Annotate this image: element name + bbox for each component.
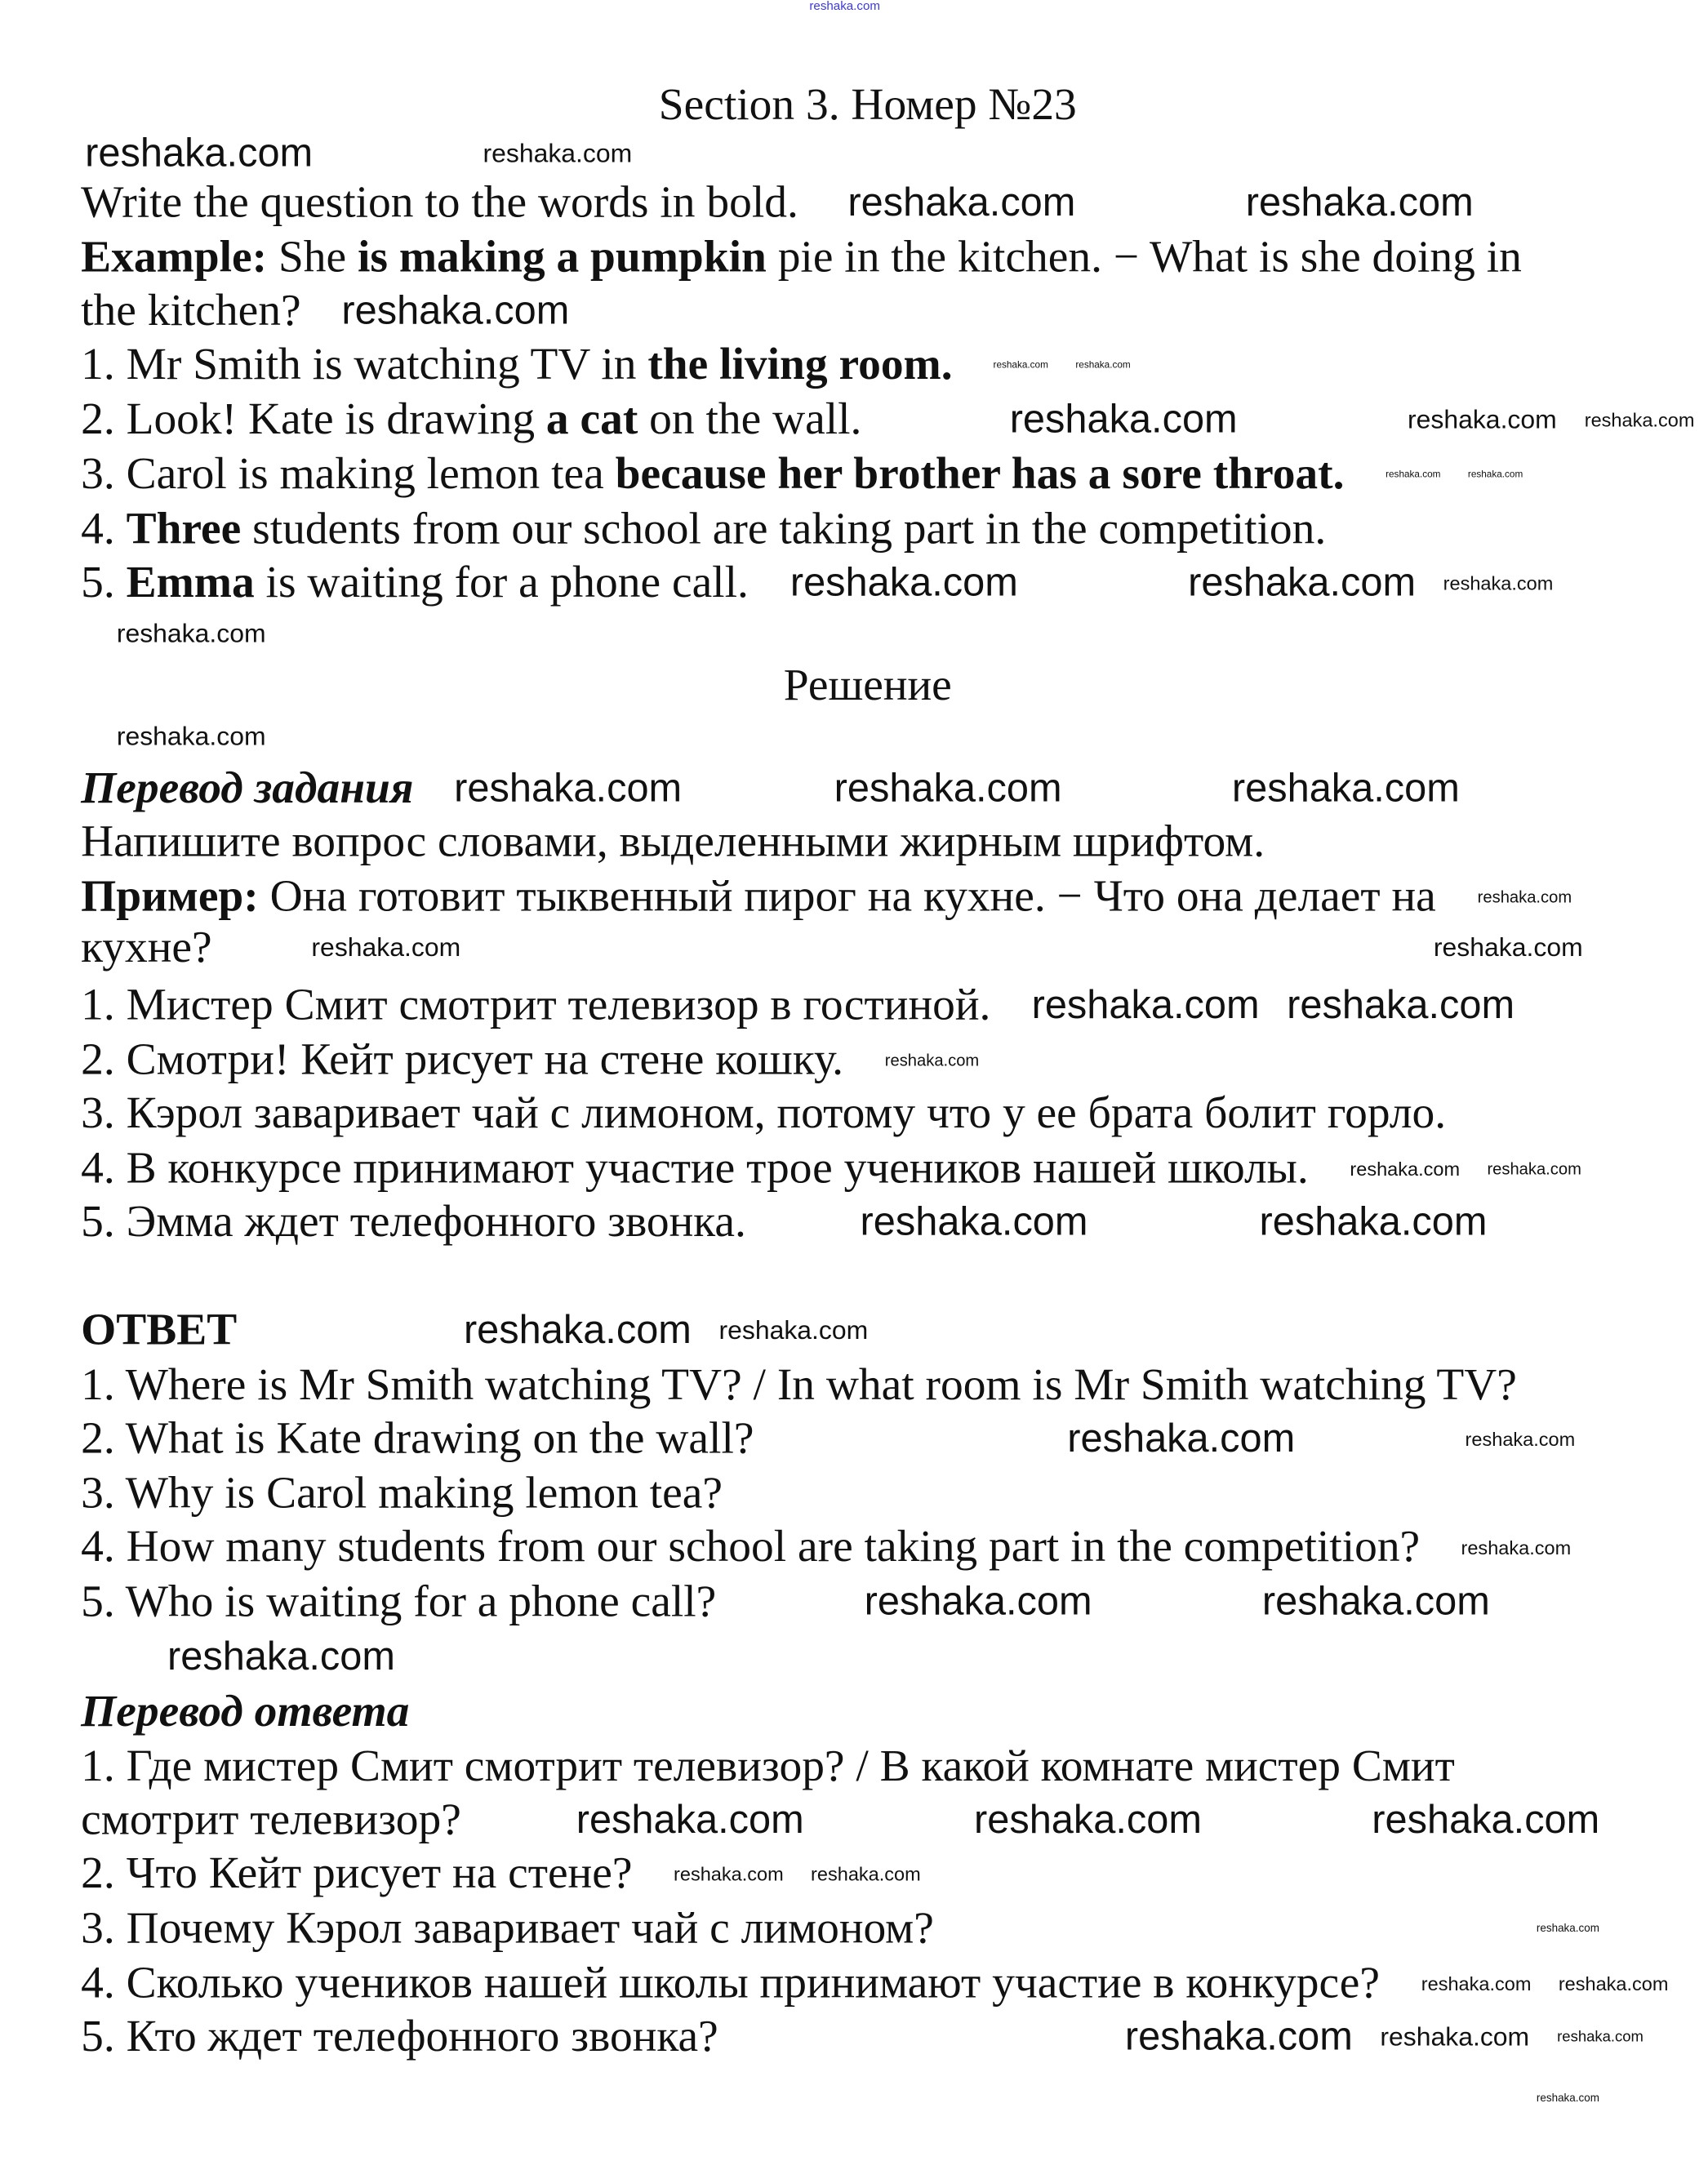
watermark: reshaka.com [1009, 397, 1238, 442]
watermark: reshaka.com [718, 1316, 869, 1345]
text-line [81, 1741, 1455, 1791]
text: 2. Смотри! Кейт рисует на стене кошку. [81, 1034, 844, 1085]
watermark: reshaka.com [116, 722, 266, 751]
watermark: reshaka.com [1443, 571, 1554, 594]
watermark: reshaka.com [1467, 469, 1523, 480]
text-line [81, 286, 301, 336]
text-line [81, 504, 1327, 554]
text-line [81, 1522, 1421, 1572]
watermark: reshaka.com [1557, 2028, 1644, 2045]
watermark: reshaka.com [884, 1051, 980, 1070]
page-title: Section 3. Номер №23 [658, 81, 1077, 131]
text: Напишите вопрос словами, выделенными жирным шрифтом. [81, 816, 1265, 867]
text: 4. Сколько учеников нашей школы принимают участие в конкурсе? [81, 1958, 1381, 2008]
watermark: reshaka.com [1261, 1579, 1490, 1624]
text: 4. How many students from our school are taking part in the competition? [81, 1522, 1421, 1572]
text-line [81, 980, 991, 1030]
bold-text: Перевод задания [81, 763, 414, 813]
text: 1. Where is Mr Smith watching TV? / In what room is Mr Smith watching TV? [81, 1360, 1517, 1410]
bold-text: Example: [81, 232, 268, 282]
text-line [81, 1360, 1517, 1410]
text-line [81, 449, 1345, 499]
text-line [81, 925, 212, 970]
text-line [81, 1413, 754, 1464]
watermark: reshaka.com [864, 1579, 1092, 1624]
watermark: reshaka.com [790, 560, 1018, 605]
text: 3. Carol is making lemon tea [81, 449, 616, 499]
watermark: reshaka.com [1584, 408, 1695, 431]
text: 3. Почему Кэрол заваривает чай с лимоном? [81, 1903, 934, 1953]
watermark: reshaka.com [1433, 933, 1583, 963]
text-line [81, 1958, 1381, 2008]
text-line [81, 1034, 844, 1085]
watermark: reshaka.com [311, 933, 461, 963]
text: 4. В конкурсе принимают участие трое учеников нашей школы. [81, 1143, 1309, 1194]
text: 1. Мистер Смит смотрит телевизор в гостиной. [81, 980, 991, 1030]
text-line [81, 394, 862, 444]
watermark: reshaka.com [811, 1862, 921, 1885]
text: 5. [81, 558, 127, 607]
text: the kitchen? [81, 286, 301, 336]
text: 5. Кто ждет телефонного звонка? [81, 2012, 718, 2061]
text-line [81, 1143, 1309, 1194]
text: She [267, 232, 358, 282]
text: Решение [783, 660, 952, 710]
watermark: reshaka.com [1031, 982, 1260, 1027]
watermark: reshaka.com [1465, 1428, 1576, 1451]
bold-text: Three [126, 504, 242, 554]
watermark: reshaka.com [1536, 1922, 1599, 1935]
watermark: reshaka.com [834, 766, 1062, 811]
text: 2. Что Кейт рисует на стене? [81, 1848, 633, 1898]
text: Write the question to the words in bold. [81, 177, 798, 228]
text: 5. Who is waiting for a phone call? [81, 1576, 717, 1626]
bold-text: because her brother has a sore throat. [615, 449, 1345, 499]
watermark: reshaka.com [860, 1199, 1088, 1244]
watermark: reshaka.com [1536, 2092, 1599, 2105]
text: 1. Где мистер Смит смотрит телевизор? / В какой комнате мистер Смит [81, 1741, 1455, 1791]
text-line [81, 1576, 717, 1626]
text-line [81, 816, 1265, 867]
watermark: reshaka.com [167, 1634, 395, 1679]
watermark: reshaka.com [1259, 1199, 1488, 1244]
text-line [81, 339, 953, 389]
text-line [0, 660, 1708, 710]
text: кухне? [81, 923, 212, 972]
watermark: reshaka.com [1558, 1972, 1669, 1995]
text: on the wall. [638, 394, 862, 444]
text: 5. Эмма ждет телефонного звонка. [81, 1197, 746, 1247]
watermark: reshaka.com [1477, 887, 1572, 907]
text-line [81, 1848, 633, 1898]
watermark: reshaka.com [1287, 982, 1515, 1027]
text: pie in the kitchen. − What is she doing in [766, 232, 1522, 282]
text: Она готовит тыквенный пирог на кухне. − Что она делает на [258, 871, 1436, 922]
text: 1. Mr Smith is watching TV in [81, 339, 648, 389]
bold-text: ОТВЕТ [81, 1305, 238, 1355]
watermark: reshaka.com [1188, 560, 1417, 605]
watermark: reshaka.com [483, 139, 633, 168]
text: смотрит телевизор? [81, 1794, 461, 1845]
watermark: reshaka.com [1075, 360, 1131, 370]
text-line [81, 1903, 934, 1953]
section-heading [81, 763, 414, 813]
watermark: reshaka.com [1407, 405, 1557, 434]
text-line [81, 2012, 718, 2061]
text-line [81, 1468, 723, 1519]
text-line [81, 1197, 746, 1247]
watermark: reshaka.com [1231, 766, 1460, 811]
watermark: reshaka.com [674, 1862, 784, 1885]
watermark: reshaka.com [1461, 1536, 1572, 1559]
text: 2. Look! Kate is drawing [81, 394, 546, 444]
text: students from our school are taking part in the competition. [241, 504, 1327, 554]
watermark: reshaka.com [463, 1308, 692, 1352]
bold-text: a cat [545, 394, 638, 444]
watermark: reshaka.com [85, 131, 314, 176]
watermark: reshaka.com [1372, 1798, 1600, 1842]
watermark: reshaka.com [993, 360, 1048, 370]
text: 2. What is Kate drawing on the wall? [81, 1413, 754, 1464]
text-line [81, 871, 1436, 922]
bold-text: the living room. [647, 339, 953, 389]
watermark: reshaka.com [1421, 1972, 1532, 1995]
bold-text: is making a pumpkin [358, 232, 767, 282]
watermark: reshaka.com [1386, 469, 1441, 480]
text: 3. Why is Carol making lemon tea? [81, 1468, 723, 1519]
text: 4. [81, 504, 127, 554]
watermark: reshaka.com [1245, 180, 1474, 225]
text-line [81, 177, 798, 228]
top-site-link[interactable]: reshaka.com [809, 0, 880, 13]
text: 3. Кэрол заваривает чай с лимоном, потому что у ее брата болит горло. [81, 1088, 1447, 1138]
text-line [81, 232, 1522, 282]
bold-text: Пример: [81, 871, 259, 922]
watermark: reshaka.com [847, 180, 1076, 225]
bold-text: Emma [126, 558, 255, 607]
watermark: reshaka.com [454, 766, 683, 811]
text-line [81, 560, 749, 605]
text-line [81, 1088, 1447, 1138]
watermark: reshaka.com [974, 1798, 1202, 1842]
section-heading [81, 1686, 410, 1736]
watermark: reshaka.com [1124, 2014, 1353, 2059]
watermark: reshaka.com [1487, 1158, 1581, 1179]
watermark: reshaka.com [1350, 1158, 1461, 1181]
watermark: reshaka.com [576, 1798, 804, 1842]
watermark: reshaka.com [1067, 1416, 1296, 1461]
watermark: reshaka.com [116, 619, 266, 648]
watermark: reshaka.com [1380, 2022, 1530, 2052]
text-line [81, 1794, 461, 1845]
text: is waiting for a phone call. [254, 558, 749, 607]
bold-text: Перевод ответа [81, 1686, 410, 1736]
section-heading [81, 1305, 238, 1355]
watermark: reshaka.com [341, 288, 570, 333]
